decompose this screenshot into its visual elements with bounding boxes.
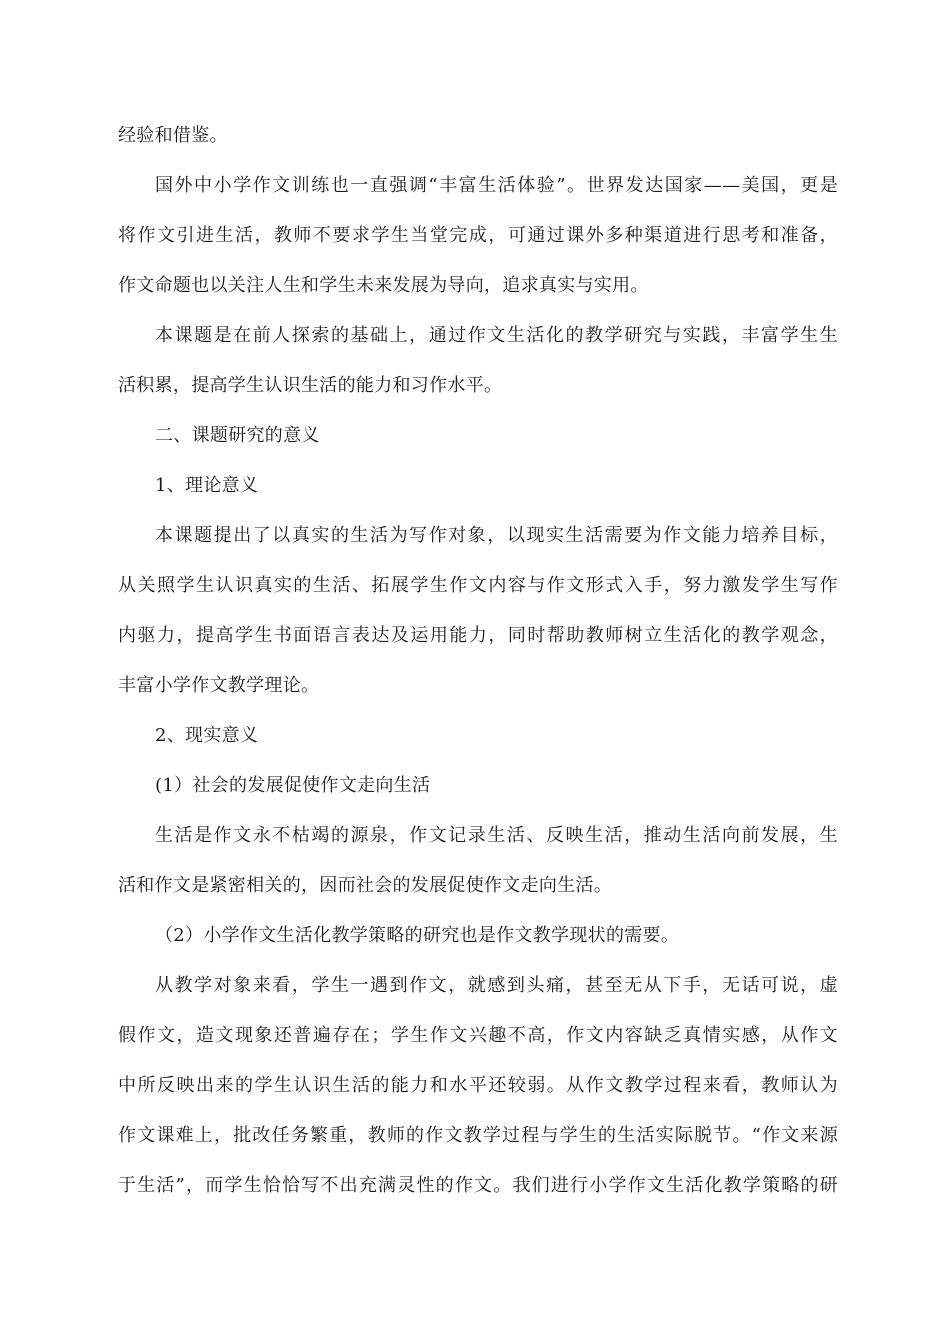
text-line: 本课题提出了以真实的生活为写作对象，以现实生活需要为作文能力培养目标，: [155, 525, 838, 546]
text-line: 从教学对象来看，学生一遇到作文，就感到头痛，甚至无从下手，无话可说，虚: [155, 975, 838, 996]
subsection-heading: (1）社会的发展促使作文走向生活: [155, 775, 431, 796]
subsection-heading: 2、现实意义: [155, 725, 259, 746]
subsection-heading: 1、理论意义: [155, 475, 259, 496]
text-line: 从关照学生认识真实的生活、拓展学生作文内容与作文形式入手，努力激发学生写作: [118, 575, 838, 596]
section-heading: 二、课题研究的意义: [155, 425, 320, 446]
text-line: 活和作文是紧密相关的，因而社会的发展促使作文走向生活。: [118, 875, 613, 896]
text-line: 将作文引进生活，教师不要求学生当堂完成，可通过课外多种渠道进行思考和准备，: [118, 225, 838, 246]
text-line: 生活是作文永不枯竭的源泉，作文记录生活、反映生活，推动生活向前发展，生: [155, 825, 838, 846]
text-line: 作文课难上，批改任务繁重，教师的作文教学过程与学生的生活实际脱节。“作文来源: [118, 1125, 838, 1146]
text-line: 国外中小学作文训练也一直强调“丰富生活体验”。世界发达国家——美国，更是: [155, 175, 838, 196]
text-line: 活积累，提高学生认识生活的能力和习作水平。: [118, 375, 503, 396]
text-line: 本课题是在前人探索的基础上，通过作文生活化的教学研究与实践，丰富学生生: [155, 325, 838, 346]
text-line: 于生活”，而学生恰恰写不出充满灵性的作文。我们进行小学作文生活化教学策略的研: [118, 1175, 838, 1196]
text-line: 丰富小学作文教学理论。: [118, 675, 320, 696]
text-line: 假作文，造文现象还普遍存在；学生作文兴趣不高，作文内容缺乏真情实感，从作文: [118, 1025, 838, 1046]
text-line: 中所反映出来的学生认识生活的能力和水平还较弱。从作文教学过程来看，教师认为: [118, 1075, 838, 1096]
text-line: 作文命题也以关注人生和学生未来发展为导向，追求真实与实用。: [118, 275, 649, 296]
text-line: 内驱力，提高学生书面语言表达及运用能力，同时帮助教师树立生活化的教学观念，: [118, 625, 838, 646]
text-line: 经验和借鉴。: [118, 125, 228, 146]
subsection-heading: （2）小学作文生活化教学策略的研究也是作文教学现状的需要。: [155, 925, 680, 946]
